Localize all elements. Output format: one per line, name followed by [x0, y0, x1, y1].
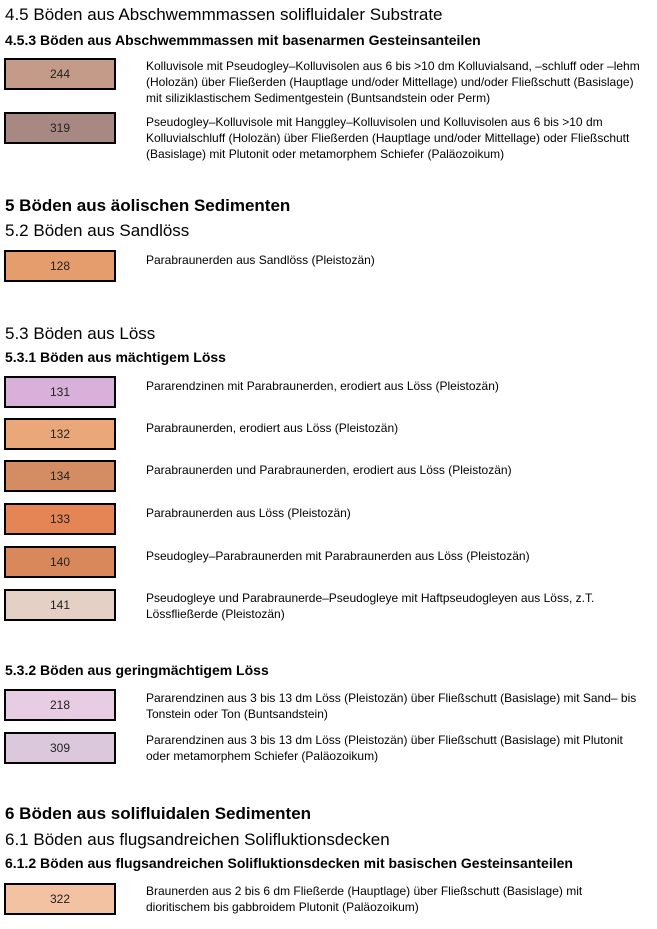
legend-text-218: Pararendzinen aus 3 bis 13 dm Löss (Pleistozän) über Fließschutt (Basislage) mit Sand– bis Tonstein oder Ton (Buntsandstein)	[146, 691, 637, 721]
legend-swatch-134	[4, 460, 116, 492]
legend-text-134: Parabraunerden und Parabraunerden, erodiert aus Löss (Pleistozän)	[146, 463, 512, 477]
heading-5-3-1: 5.3.1 Böden aus mächtigem Löss	[5, 349, 226, 365]
legend-text-309: Pararendzinen aus 3 bis 13 dm Löss (Pleistozän) über Fließschutt (Basislage) mit Plutonit oder metamorphem Schiefer (Paläozoikum)	[146, 733, 623, 763]
legend-code: 134	[49, 469, 71, 483]
legend-text-131: Pararendzinen mit Parabraunerden, erodiert aus Löss (Pleistozän)	[146, 379, 499, 393]
heading-4-5-3: 4.5.3 Böden aus Abschwemmmassen mit basenarmen Gesteinsanteilen	[5, 32, 481, 48]
heading-5-2: 5.2 Böden aus Sandlöss	[5, 221, 190, 240]
heading-5-3: 5.3 Böden aus Löss	[5, 324, 156, 343]
legend-code: 131	[49, 385, 71, 399]
legend-text-128: Parabraunerden aus Sandlöss (Pleistozän)	[146, 253, 375, 267]
legend-swatch-140	[4, 546, 116, 578]
legend-code: 319	[49, 121, 71, 135]
legend-swatch-128	[4, 250, 116, 282]
legend-text-319: Pseudogley–Kolluvisole mit Hanggley–Kolluvisolen und Kolluvisolen aus 6 bis >10 dm Kolluvialschluff (Holozän) über Fließerden (Hauptlage und/oder Mittellage) oder Fließschutt (Basislage) mit Plutonit oder metamorphem Schiefer (Paläozoikum)	[146, 115, 630, 161]
legend-code: 218	[49, 698, 71, 712]
heading-6-1-2: 6.1.2 Böden aus flugsandreichen Solifluktionsdecken mit basischen Gesteinsanteilen	[5, 855, 573, 871]
legend-swatch-131	[4, 376, 116, 408]
legend-text-141: Pseudogleye und Parabraunerde–Pseudogleye mit Haftpseudogleyen aus Löss, z.T. Lössfließerde (Pleistozän)	[146, 591, 595, 621]
legend-swatch-309	[4, 732, 116, 764]
legend-text-132: Parabraunerden, erodiert aus Löss (Pleistozän)	[146, 421, 399, 435]
heading-6: 6 Böden aus solifluidalen Sedimenten	[5, 804, 312, 823]
legend-code: 128	[49, 259, 71, 273]
legend-swatch-132	[4, 418, 116, 450]
legend-swatch-322	[4, 883, 116, 915]
legend-swatch-218	[4, 689, 116, 721]
legend-text-140: Pseudogley–Parabraunerden mit Parabraunerden aus Löss (Pleistozän)	[146, 549, 530, 563]
legend-text-133: Parabraunerden aus Löss (Pleistozän)	[146, 506, 351, 520]
legend-text-244: Kolluvisole mit Pseudogley–Kolluvisolen aus 6 bis >10 dm Kolluvialsand, –schluff oder –lehm (Holozän) über Fließerden (Hauptlage und/oder Mittellage) und/oder Fließschutt (Basislage) mit siliziklastischem Sedimentgestein (Buntsandstein oder Perm)	[146, 59, 640, 105]
heading-5-3-2: 5.3.2 Böden aus geringmächtigem Löss	[5, 662, 269, 678]
legend-swatch-319	[4, 112, 116, 144]
legend-code: 132	[49, 427, 71, 441]
heading-4-5: 4.5 Böden aus Abschwemmmassen solifluidaler Substrate	[5, 5, 443, 24]
legend-text-322: Braunerden aus 2 bis 6 dm Fließerde (Hauptlage) über Fließschutt (Basislage) mit dioritischem bis gabbroidem Plutonit (Paläozoikum)	[146, 884, 583, 914]
legend-swatch-244	[4, 58, 116, 90]
legend-swatch-141	[4, 589, 116, 621]
legend-code: 133	[49, 512, 71, 526]
legend-code: 141	[49, 598, 71, 612]
legend-code: 244	[49, 67, 71, 81]
legend-code: 140	[49, 555, 71, 569]
legend-swatch-133	[4, 503, 116, 535]
heading-6-1: 6.1 Böden aus flugsandreichen Solifluktionsdecken	[5, 830, 390, 849]
legend-code: 309	[49, 741, 71, 755]
legend-code: 322	[49, 892, 71, 906]
heading-5: 5 Böden aus äolischen Sedimenten	[5, 196, 291, 215]
